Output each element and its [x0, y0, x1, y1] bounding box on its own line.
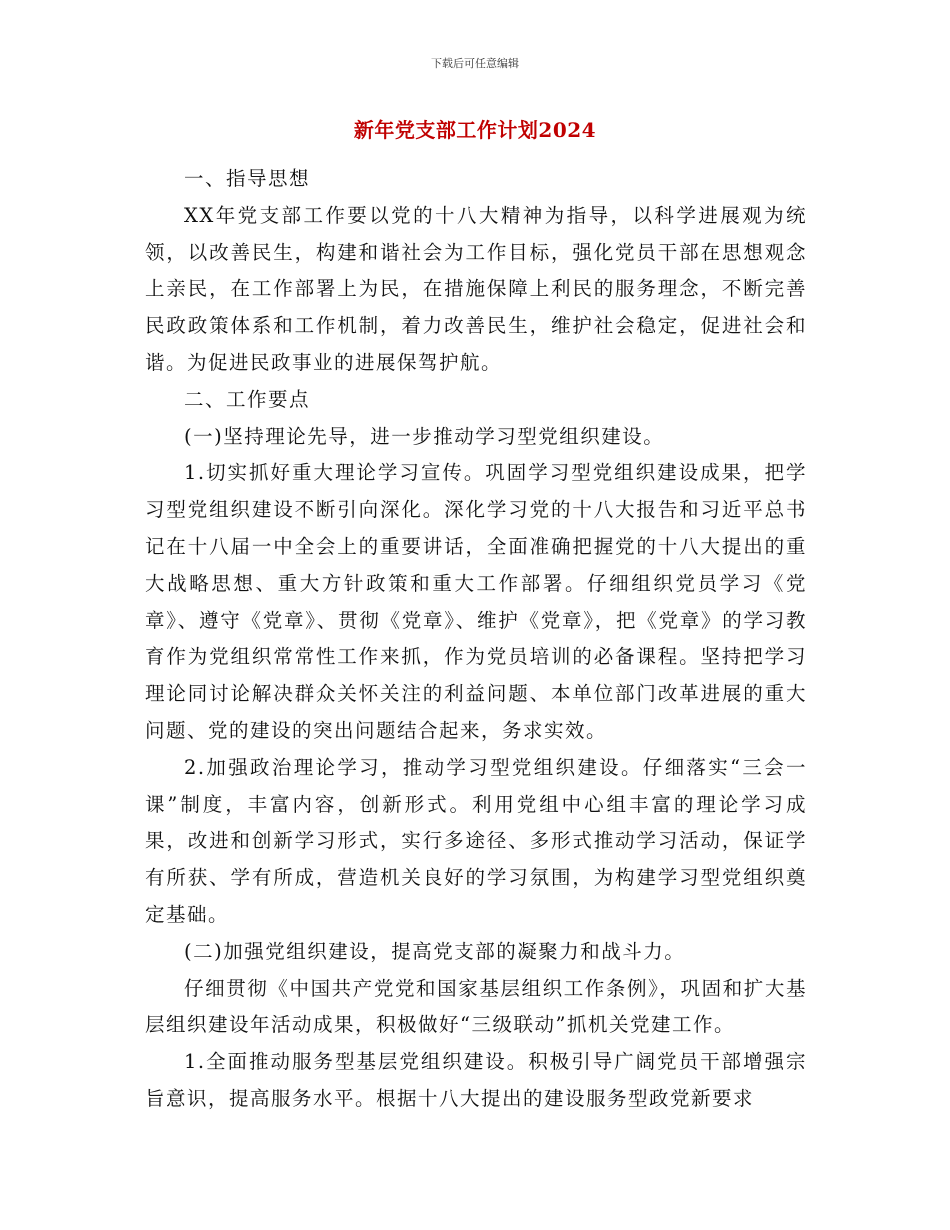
header-note: 下载后可任意编辑 — [431, 57, 519, 70]
subsection-heading: (一)坚持理论先导，进一步推动学习型党组织建设。 — [184, 424, 665, 448]
document-title: 新年党支部工作计划2024 — [353, 118, 597, 142]
body-paragraph: 仔细贯彻《中国共产党党和国家基层组织工作条例》，巩固和扩大基层组织建设年活动成果，积极做好“三级联动”抓机关党建工作。 — [145, 976, 807, 1037]
section-heading: 一、指导思想 — [184, 167, 311, 190]
document-body — [145, 161, 807, 1118]
body-paragraph: 2.加强政治理论学习，推动学习型党组织建设。仔细落实“三会一课”制度，丰富内容，创新形式。利用党组中心组丰富的理论学习成果，改进和创新学习形式，实行多途径、多形式推动学习活动，保证学有所获、学有所成，营造机关良好的学习氛围，为构建学习型党组织奠定基础。 — [145, 755, 807, 926]
body-paragraph: 1.切实抓好重大理论学习宣传。巩固学习型党组织建设成果，把学习型党组织建设不断引向深化。深化学习党的十八大报告和习近平总书记在十八届一中全会上的重要讲话，全面准确把握党的十八大提出的重大战略思想、重大方针政策和重大工作部署。仔细组织党员学习《党章》、遵守《党章》、贯彻《党章》、维护《党章》，把《党章》的学习教育作为党组织常常性工作来抓，作为党员培训的必备课程。坚持把学习理论同讨论解决群众关怀关注的利益问题、本单位部门改革进展的重大问题、党的建设的突出问题结合起来，务求实效。 — [145, 461, 807, 742]
section-heading: 二、工作要点 — [184, 387, 311, 411]
subsection-heading: (二)加强党组织建设，提高党支部的凝聚力和战斗力。 — [184, 939, 686, 963]
body-paragraph: 1.全面推动服务型基层党组织建设。积极引导广阔党员干部增强宗旨意识，提高服务水平。根据十八大提出的建设服务型政党新要求 — [145, 1050, 807, 1110]
body-paragraph: XX年党支部工作要以党的十八大精神为指导，以科学进展观为统领，以改善民生，构建和谐社会为工作目标，强化党员干部在思想观念上亲民，在工作部署上为民，在措施保障上利民的服务理念，不断完善民政政策体系和工作机制，着力改善民生，维护社会稳定，促进社会和谐。为促进民政事业的进展保驾护航。 — [145, 203, 807, 374]
